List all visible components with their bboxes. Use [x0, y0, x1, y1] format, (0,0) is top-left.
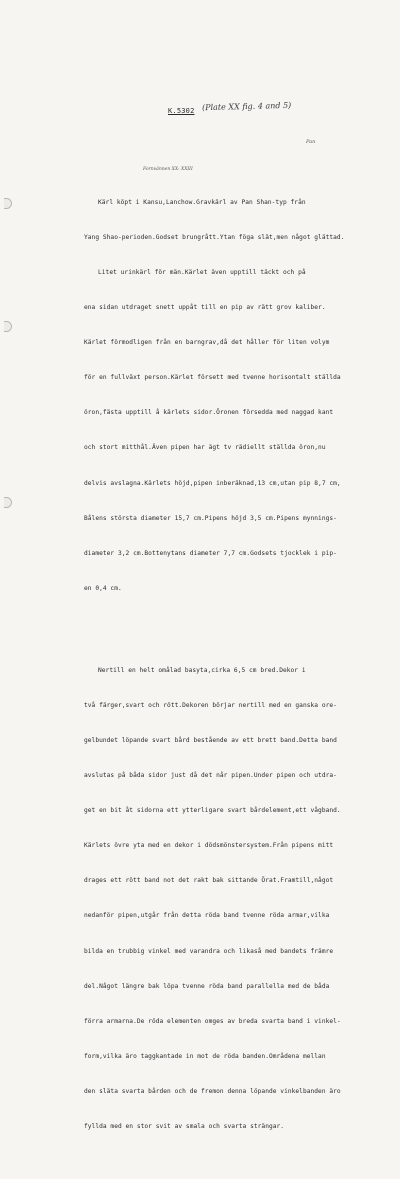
text-line: förra armarna.De röda elementen omges av breda svarta band i vinkel-: [84, 1017, 341, 1025]
handwritten-note: (Plate XX fig. 4 and 5): [201, 100, 292, 113]
text-line: drages ett rött band not det rakt bak sittande Örat.Framtill,något: [84, 877, 334, 885]
text-line: diameter 3,2 cm.Bottenytans diameter 7,7 cm.Godsets tjocklek i pip-: [84, 549, 337, 557]
text-line: nedanför pipen,utgår från detta röda band tvenne röda armar,vilka: [84, 912, 330, 920]
text-line: gelbundet löpande svart bård bestående av ett brett band.Detta band: [84, 736, 337, 744]
text-line: get en bit åt sidorna ett ytterligare svart bårdelement,ett vågband.: [84, 807, 341, 815]
text-line: Kärlet förmodligen från en barngrav,då det håller för liten volym: [84, 339, 330, 347]
text-line: Bålens största diameter 15,7 cm.Pipens höjd 3,5 cm.Pipens mynnings-: [84, 514, 337, 522]
text-line: och stort mitthål.Även pipen har ägt tv rädiellt ställda öron,nu: [84, 444, 326, 452]
text-line: den släta svarta bården och de fremon denna löpande vinkelbanden äro: [84, 1087, 341, 1095]
handwritten-insert: Pan: [306, 139, 316, 145]
text-line: öron,fästa upptill å kärlets sidor.Öronen försedda med naggad kant: [84, 409, 334, 417]
text-line: för en fullväxt person.Kärlet försett med tvenne horisontalt ställda: [84, 374, 341, 382]
text-line: avslutas på båda sidor just då det når pipen.Under pipen och utdra-: [84, 772, 337, 780]
body-text: [84, 150, 394, 1179]
text-line: ena sidan utdraget snett uppåt till en pip av rätt grov kaliber.: [84, 304, 326, 312]
handwritten-margin-note: Fornvännen XX: XXIII: [143, 167, 193, 172]
text-line: del.Något längre bak löpa tvenne röda band parallella med de båda: [84, 982, 330, 990]
catalog-reference: K.5302: [168, 107, 195, 115]
text-line: Litet urinkärl för män.Kärlet även upptill täckt och på: [98, 269, 306, 276]
text-line: Kärl köpt i Kansu,Lanchow.Gravkärl av Pan Shan-typ från: [98, 198, 306, 206]
text-line: två färger,svart och rött.Dekoren börjar nertill med en ganska ore-: [84, 701, 337, 709]
text-line: en 0,4 cm.: [84, 584, 122, 592]
text-line: delvis avslagna.Kärlets höjd,pipen inberäknad,13 cm,utan pip 8,7 cm,: [84, 479, 341, 487]
punch-hole: [4, 497, 12, 508]
punch-hole: [4, 321, 12, 332]
text-line: bilda en trubbig vinkel med varandra och likaså med bandets främre: [84, 947, 334, 955]
text-line: Nertill en helt omålad basyta,cirka 6,5 cm bred.Dekor i: [98, 666, 306, 674]
text-line: form,vilka äro taggkantade in mot de röda banden.Områdena mellan: [84, 1052, 326, 1060]
text-line: Yang Shao-perioden.Godset brungrått.Ytan föga slät,men något glättad.: [84, 233, 345, 241]
text-line: Kärlets övre yta med en dekor i dödsmönstersystem.Från pipens mitt: [84, 842, 334, 850]
punch-hole: [4, 198, 12, 209]
paragraph-1: [84, 173, 394, 618]
text-line: fyllda med en stor svit av smala och svarta strängar.: [84, 1122, 285, 1130]
paragraph-2: [84, 641, 394, 1156]
